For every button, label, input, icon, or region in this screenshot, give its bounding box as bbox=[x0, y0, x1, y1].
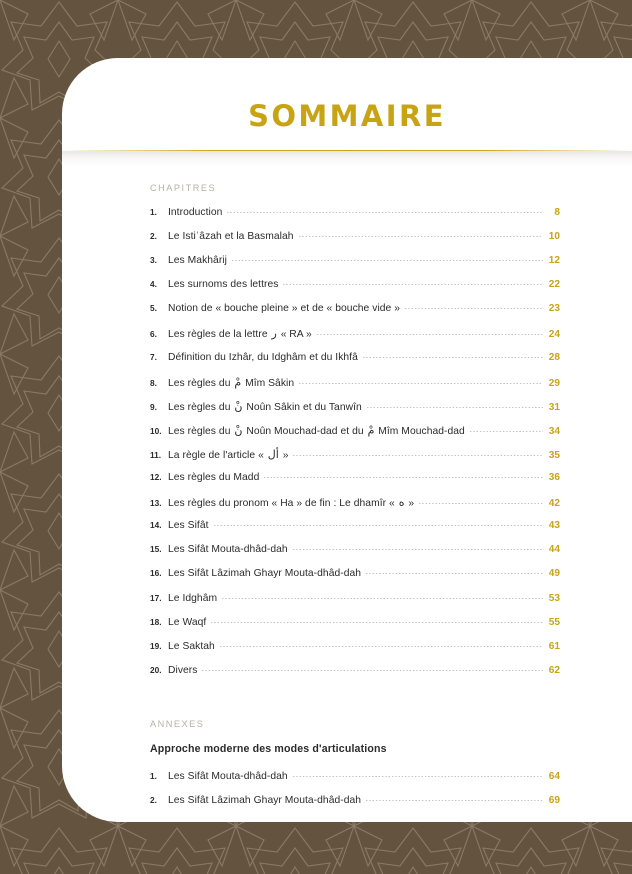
annexe-row[interactable] bbox=[150, 771, 560, 795]
toc-leader-dots bbox=[367, 407, 543, 408]
toc-item-number: 14. bbox=[150, 520, 162, 531]
chapters-list bbox=[150, 207, 560, 689]
toc-item-number: 6. bbox=[150, 329, 157, 340]
toc-page-number: 61 bbox=[548, 640, 560, 652]
title-block bbox=[62, 58, 632, 153]
toc-item-number: 12. bbox=[150, 472, 162, 483]
chapters-section bbox=[150, 183, 560, 689]
toc-item-label: Les Makhârij bbox=[168, 255, 227, 267]
toc-leader-dots bbox=[202, 670, 543, 671]
toc-item-number: 4. bbox=[150, 279, 157, 290]
toc-item-number: 17. bbox=[150, 592, 162, 603]
toc-leader-dots bbox=[222, 598, 543, 599]
toc-leader-dots bbox=[293, 549, 543, 550]
chapter-row[interactable] bbox=[150, 617, 560, 641]
toc-leader-dots bbox=[470, 431, 543, 432]
chapter-row[interactable] bbox=[150, 568, 560, 592]
toc-page-number: 64 bbox=[548, 770, 560, 782]
toc-leader-dots bbox=[211, 622, 543, 623]
toc-leader-dots bbox=[283, 284, 543, 285]
toc-leader-dots bbox=[366, 573, 543, 574]
toc-item-label: Les règles du مْ Mîm Sâkin bbox=[168, 375, 295, 389]
toc-leader-dots bbox=[419, 503, 543, 504]
chapter-row[interactable] bbox=[150, 376, 560, 400]
chapters-section-label: CHAPITRES bbox=[150, 183, 217, 193]
chapter-row[interactable] bbox=[150, 665, 560, 689]
toc-page-number: 42 bbox=[548, 498, 560, 510]
toc-page-number: 49 bbox=[548, 568, 560, 580]
toc-page-number: 43 bbox=[548, 520, 560, 532]
toc-leader-dots bbox=[366, 800, 543, 801]
toc-page-number: 29 bbox=[548, 377, 560, 389]
chapter-row[interactable] bbox=[150, 593, 560, 617]
toc-item-label: Les règles du نْ Noûn Sâkin et du Tanwîn bbox=[168, 399, 362, 413]
toc-item-label: Les règles du Madd bbox=[168, 472, 260, 484]
chapter-row[interactable] bbox=[150, 279, 560, 303]
toc-item-number: 11. bbox=[150, 449, 162, 460]
toc-item-number: 18. bbox=[150, 616, 162, 627]
toc-item-label: Les Sifât Lâzimah Ghayr Mouta-dhâd-dah bbox=[168, 568, 362, 580]
toc-item-number: 7. bbox=[150, 351, 157, 362]
toc-item-label: Les surnoms des lettres bbox=[168, 279, 279, 291]
chapter-row[interactable] bbox=[150, 472, 560, 496]
toc-item-label: Définition du Izhâr, du Idghâm et du Ikhfâ bbox=[168, 351, 358, 363]
toc-leader-dots bbox=[405, 308, 543, 309]
chapter-row[interactable] bbox=[150, 207, 560, 231]
toc-item-number: 19. bbox=[150, 640, 162, 651]
toc-page-number: 55 bbox=[548, 616, 560, 628]
toc-item-number: 15. bbox=[150, 544, 162, 555]
toc-page-number: 12 bbox=[548, 255, 560, 267]
toc-item-label: Les règles de la lettre ر « RA » bbox=[168, 327, 312, 341]
toc-page-number: 69 bbox=[548, 794, 560, 806]
toc-item-label: Introduction bbox=[168, 207, 223, 218]
toc-page-number: 34 bbox=[548, 425, 560, 437]
toc-item-number: 2. bbox=[150, 794, 157, 805]
chapter-row[interactable] bbox=[150, 424, 560, 448]
chapter-row[interactable] bbox=[150, 520, 560, 544]
toc-page-number: 23 bbox=[548, 303, 560, 315]
toc-page-number: 62 bbox=[548, 664, 560, 676]
toc-item-label: Les règles du نْ Noûn Mouchad-dad et du مْ Mîm Mouchad-dad bbox=[168, 423, 465, 437]
chapter-row[interactable] bbox=[150, 641, 560, 665]
chapter-row[interactable] bbox=[150, 352, 560, 376]
chapter-row[interactable] bbox=[150, 231, 560, 255]
toc-item-number: 10. bbox=[150, 425, 162, 436]
content-card bbox=[62, 58, 632, 822]
title-divider-shadow bbox=[62, 151, 632, 167]
annexes-section-label: ANNEXES bbox=[150, 718, 205, 729]
toc-leader-dots bbox=[264, 477, 543, 478]
toc-page-number: 24 bbox=[548, 329, 560, 341]
chapter-row[interactable] bbox=[150, 327, 560, 351]
toc-item-number: 5. bbox=[150, 303, 157, 314]
chapter-row[interactable] bbox=[150, 544, 560, 568]
toc-page-number: 10 bbox=[548, 231, 560, 243]
toc-item-number: 13. bbox=[150, 498, 162, 509]
toc-item-label: Le Waqf bbox=[168, 616, 207, 628]
toc-item-label: Les Sifât Lâzimah Ghayr Mouta-dhâd-dah bbox=[168, 794, 362, 806]
toc-item-label: Le Istiʿâzah et la Basmalah bbox=[168, 231, 294, 243]
toc-page-number: 31 bbox=[548, 401, 560, 413]
page-title: SOMMAIRE bbox=[248, 99, 446, 133]
toc-item-number: 2. bbox=[150, 231, 157, 242]
toc-page-number: 8 bbox=[554, 207, 560, 218]
toc-item-label: Le Saktah bbox=[168, 640, 215, 652]
toc-leader-dots bbox=[232, 260, 543, 261]
toc-leader-dots bbox=[227, 212, 543, 213]
chapter-row[interactable] bbox=[150, 496, 560, 520]
toc-leader-dots bbox=[293, 455, 543, 456]
toc-item-number: 9. bbox=[150, 401, 157, 412]
toc-item-number: 16. bbox=[150, 568, 162, 579]
toc-leader-dots bbox=[293, 776, 543, 777]
annexes-list bbox=[150, 771, 560, 819]
toc-content bbox=[150, 183, 560, 819]
chapter-row[interactable] bbox=[150, 400, 560, 424]
toc-page-number: 28 bbox=[548, 351, 560, 363]
toc-page-number: 53 bbox=[548, 592, 560, 604]
annexe-row[interactable] bbox=[150, 795, 560, 819]
toc-item-number: 8. bbox=[150, 377, 157, 388]
toc-leader-dots bbox=[299, 383, 543, 384]
toc-page-number: 44 bbox=[548, 544, 560, 556]
toc-page-number: 22 bbox=[548, 279, 560, 291]
chapter-row[interactable] bbox=[150, 448, 560, 472]
toc-item-label: Les Sifât Mouta-dhâd-dah bbox=[168, 770, 288, 782]
annexes-section bbox=[150, 719, 560, 819]
annexes-subtitle: Approche moderne des modes d'articulations bbox=[150, 742, 387, 755]
toc-item-label: Les Sifât Mouta-dhâd-dah bbox=[168, 544, 288, 556]
chapter-row[interactable] bbox=[150, 255, 560, 279]
toc-item-number: 1. bbox=[150, 770, 157, 781]
toc-leader-dots bbox=[214, 525, 543, 526]
toc-item-label: Les Sifât bbox=[168, 520, 209, 532]
toc-page-number: 35 bbox=[548, 449, 560, 461]
toc-leader-dots bbox=[317, 334, 543, 335]
toc-page-number: 36 bbox=[548, 472, 560, 484]
toc-item-label: Notion de « bouche pleine » et de « bouche vide » bbox=[168, 303, 401, 315]
toc-item-number: 3. bbox=[150, 255, 157, 266]
toc-item-number: 1. bbox=[150, 207, 157, 217]
toc-item-label: Le Idghâm bbox=[168, 592, 218, 604]
toc-item-number: 20. bbox=[150, 664, 162, 675]
toc-leader-dots bbox=[363, 357, 543, 358]
toc-item-label: Divers bbox=[168, 664, 198, 676]
toc-leader-dots bbox=[220, 646, 543, 647]
toc-item-label: Les règles du pronom « Ha » de fin : Le dhamîr « ه » bbox=[168, 496, 415, 510]
chapter-row[interactable] bbox=[150, 303, 560, 327]
toc-leader-dots bbox=[299, 236, 543, 237]
toc-item-label: La règle de l'article « أل » bbox=[168, 447, 289, 461]
